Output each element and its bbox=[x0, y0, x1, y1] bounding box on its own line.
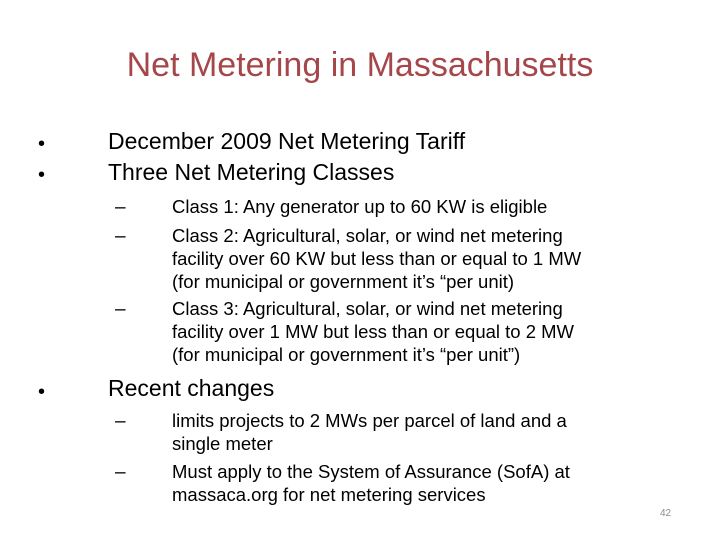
sub-bullet-line: facility over 60 KW but less than or equal to 1 MW bbox=[172, 248, 582, 269]
sub-bullet-line: (for municipal or government it’s “per unit”) bbox=[172, 344, 521, 365]
sub-bullet-line: Must apply to the System of Assurance (SofA) at bbox=[172, 461, 570, 482]
sub-bullet-line: Class 3: Agricultural, solar, or wind net metering bbox=[172, 298, 563, 319]
page-number: 42 bbox=[660, 508, 672, 519]
sub-bullet-dash: – bbox=[115, 462, 126, 483]
sub-bullet-line: massaca.org for net metering services bbox=[172, 484, 486, 505]
bullet-recent-changes: Recent changes bbox=[108, 375, 275, 401]
sub-bullet-class-3 bbox=[172, 297, 672, 366]
sub-bullet-line: Class 1: Any generator up to 60 KW is eligible bbox=[172, 196, 548, 217]
sub-bullet-class-1 bbox=[172, 195, 672, 218]
sub-bullet-class-2 bbox=[172, 224, 672, 293]
bullet-december-2009-tariff: December 2009 Net Metering Tariff bbox=[108, 128, 466, 154]
sub-bullet-line: single meter bbox=[172, 433, 273, 454]
sub-bullet-line: Class 2: Agricultural, solar, or wind net metering bbox=[172, 225, 563, 246]
sub-bullet-dash: – bbox=[115, 299, 126, 320]
bullet-marker: • bbox=[38, 381, 46, 403]
sub-bullet-dash: – bbox=[115, 411, 126, 432]
bullet-three-classes: Three Net Metering Classes bbox=[108, 159, 395, 185]
sub-bullet-line: facility over 1 MW but less than or equal to 2 MW bbox=[172, 321, 575, 342]
sub-bullet-line: (for municipal or government it’s “per unit) bbox=[172, 271, 515, 292]
sub-bullet-limits-projects bbox=[172, 409, 672, 455]
bullet-marker: • bbox=[38, 133, 46, 155]
sub-bullet-system-of-assurance bbox=[172, 460, 672, 506]
slide-title: Net Metering in Massachusetts bbox=[126, 46, 594, 84]
sub-bullet-dash: – bbox=[115, 226, 126, 247]
sub-bullet-line: limits projects to 2 MWs per parcel of land and a bbox=[172, 410, 567, 431]
sub-bullet-dash: – bbox=[115, 197, 126, 218]
bullet-marker: • bbox=[38, 164, 46, 186]
